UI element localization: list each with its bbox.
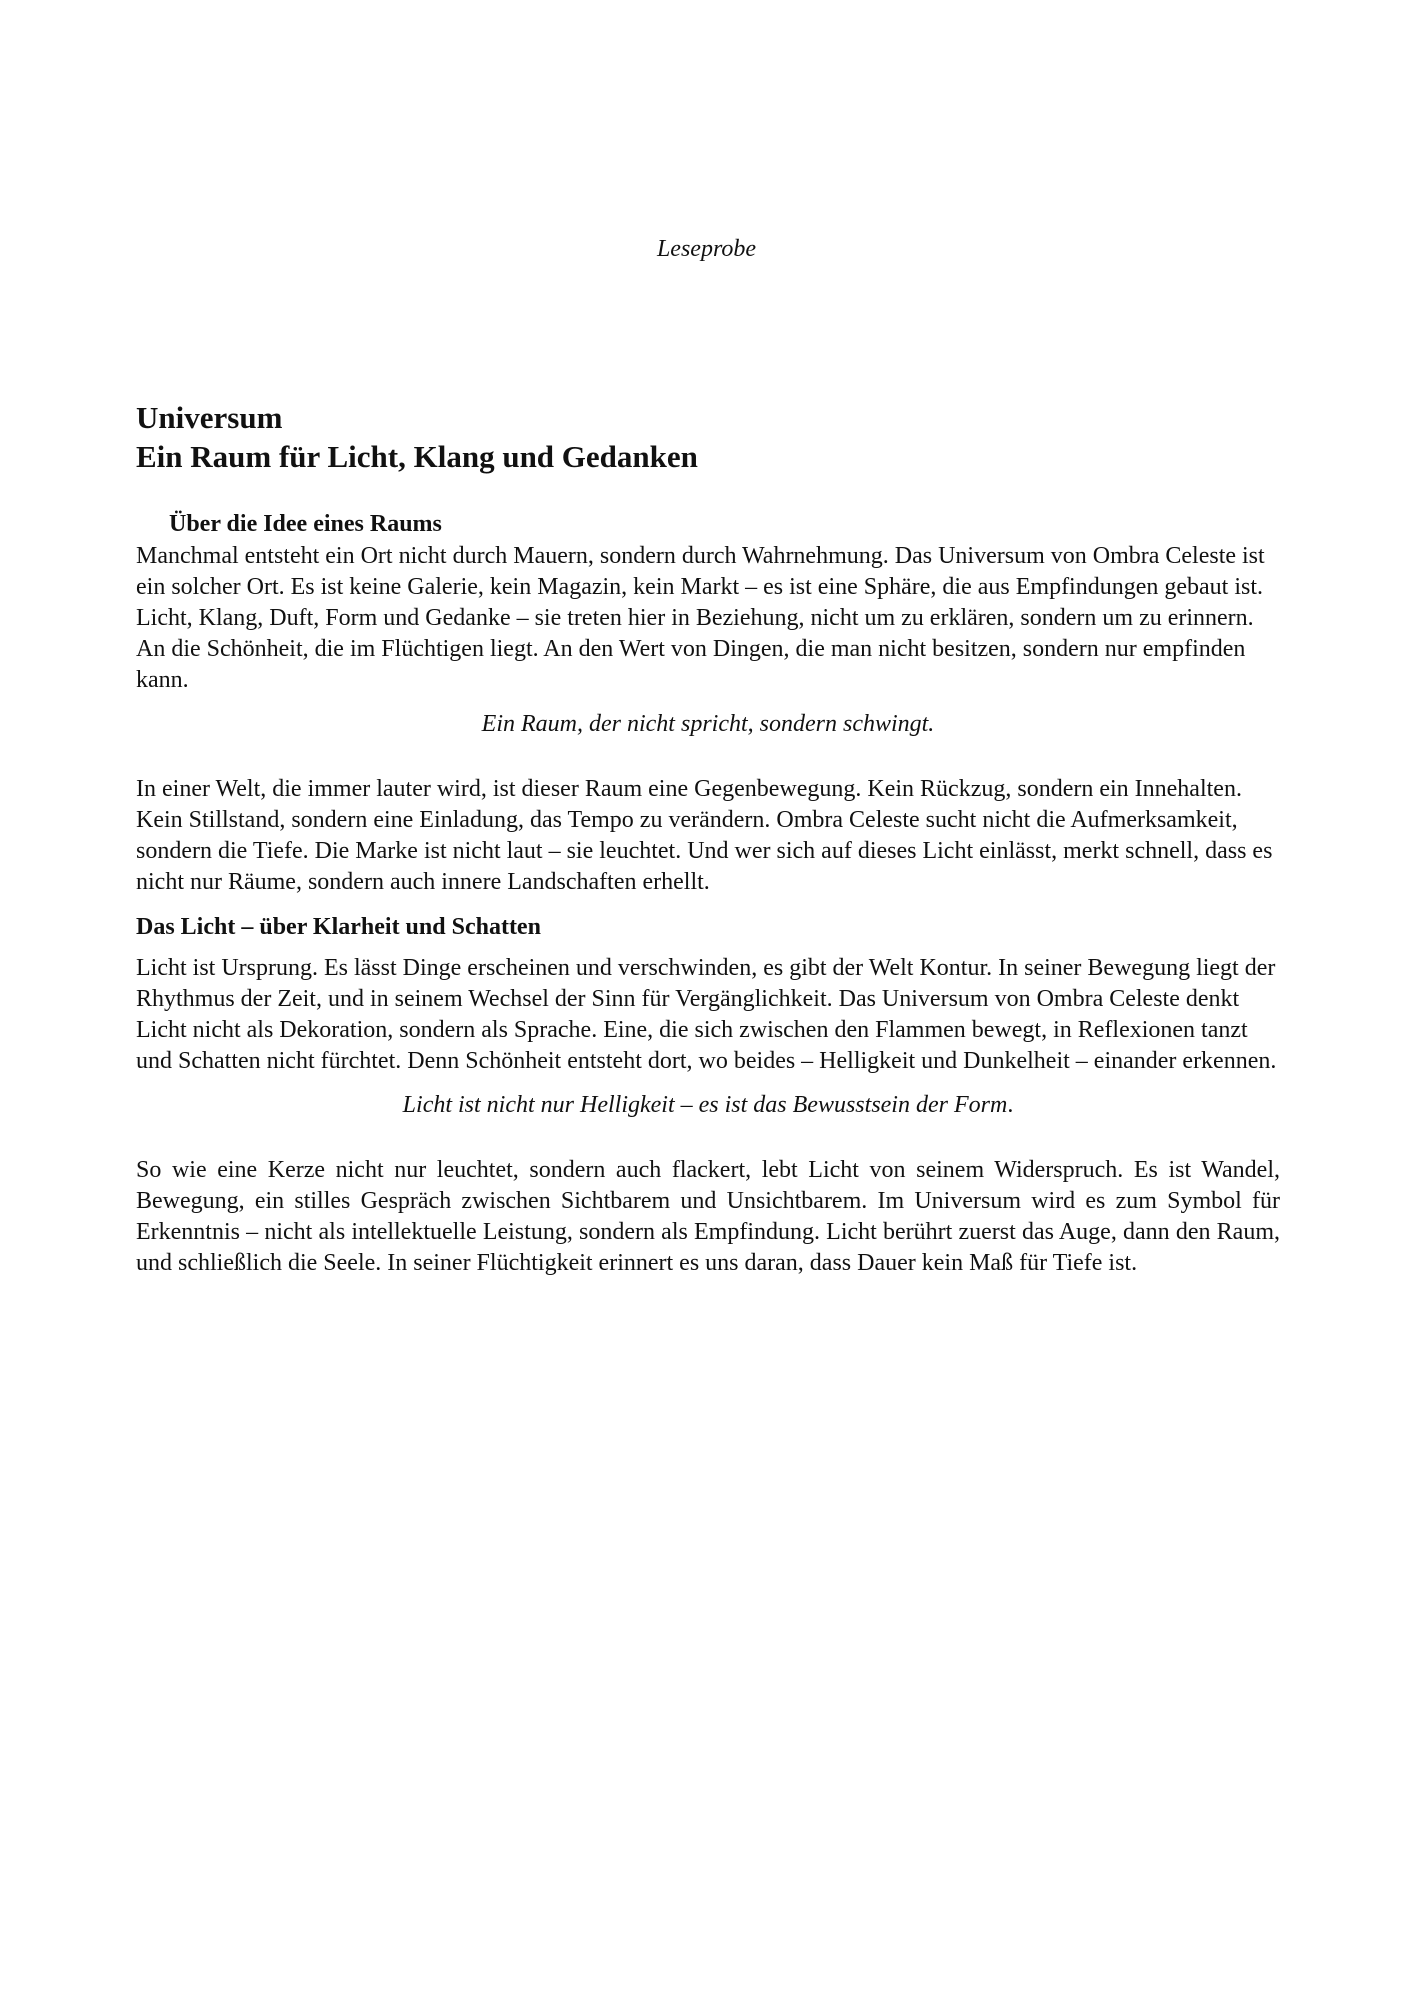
title-line-2: Ein Raum für Licht, Klang und Gedanken (136, 439, 698, 474)
document-body (136, 398, 1280, 1279)
section-heading: Das Licht – über Klarheit und Schatten (136, 914, 541, 940)
page-header-label: Leseprobe (656, 236, 757, 262)
section-heading: Über die Idee eines Raums (169, 511, 442, 537)
title-line-1: Universum (136, 400, 283, 435)
section-idea-of-space (136, 509, 1280, 898)
section-light (136, 912, 1280, 1279)
paragraph: Licht ist Ursprung. Es lässt Dinge erscheinen und verschwinden, es gibt der Welt Kontur. In seiner Bewegung liegt der Rhythmus der Zeit, und in seinem Wechsel der Sinn für Vergänglichkeit. Das Universum von Ombra Celeste denkt Licht nicht als Dekoration, sondern als Sprache. Eine, die sich zwischen den Flammen bewegt, in Reflexionen tanzt und Schatten nicht fürchtet. Denn Schönheit entsteht dort, wo beides – Helligkeit und Dunkelheit – einander erkennen. (136, 955, 1277, 1074)
paragraph: In einer Welt, die immer lauter wird, ist dieser Raum eine Gegenbewegung. Kein Rückzug, sondern ein Innehalten. Kein Stillstand, sondern eine Einladung, das Tempo zu verändern. Ombra Celeste sucht nicht die Aufmerksamkeit, sondern die Tiefe. Die Marke ist nicht laut – sie leuchtet. Und wer sich auf dieses Licht einlässt, merkt schnell, dass es nicht nur Räume, sondern auch innere Landschaften erhellt. (136, 776, 1273, 895)
paragraph: So wie eine Kerze nicht nur leuchtet, sondern auch flackert, lebt Licht von seinem Widerspruch. Es ist Wandel, Bewegung, ein stilles Gespräch zwischen Sichtbarem und Unsichtbarem. Im Universum wird es zum Symbol für Erkenntnis – nicht als intellektuelle Leistung, sondern als Empfindung. Licht berührt zuerst das Auge, dann den Raum, und schließlich die Seele. In seiner Flüchtigkeit erinnert es uns daran, dass Dauer kein Maß für Tiefe ist. (136, 1157, 1280, 1276)
pull-quote-text: Licht ist nicht nur Helligkeit – es ist das Bewusstsein der Form (402, 1092, 1008, 1118)
paragraph: Manchmal entsteht ein Ort nicht durch Mauern, sondern durch Wahrnehmung. Das Universum von Ombra Celeste ist ein solcher Ort. Es ist keine Galerie, kein Magazin, kein Markt – es ist eine Sphäre, die aus Empfindungen gebaut ist. Licht, Klang, Duft, Form und Gedanke – sie treten hier in Beziehung, nicht um zu erklären, sondern um zu erinnern. An die Schönheit, die im Flüchtigen liegt. An den Wert von Dingen, die man nicht besitzen, sondern nur empfinden kann. (136, 543, 1265, 693)
pull-quote: Ein Raum, der nicht spricht, sondern schwingt. (481, 711, 935, 737)
pull-quote (136, 1090, 1280, 1121)
document-title (136, 398, 1280, 476)
pull-quote-period: . (1007, 1092, 1014, 1118)
